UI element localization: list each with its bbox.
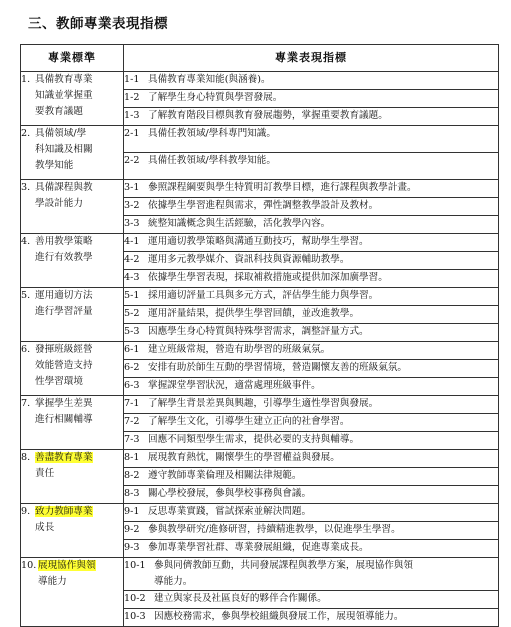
indicator-code: 4-1 — [124, 236, 140, 247]
indicator-text: 具備教育專業知能(與涵養)。 — [148, 74, 271, 85]
standard-number: 8. — [21, 452, 31, 463]
standard-line — [21, 574, 123, 590]
indicator-text: 採用適切評量工具與多元方式，評估學生能力與學習。 — [148, 290, 379, 301]
indicator-code: 8-2 — [124, 470, 140, 481]
standard-line — [21, 196, 123, 212]
indicator-cell — [124, 591, 499, 609]
indicator-cell — [124, 180, 499, 198]
indicator-line — [124, 216, 498, 232]
indicator-line — [124, 108, 498, 124]
indicator-line — [124, 558, 498, 574]
indicator-text: 具備任教領域/學科專門知識。 — [148, 128, 276, 139]
standard-line — [21, 126, 123, 142]
indicator-cell — [124, 414, 499, 432]
indicator-code: 2-2 — [124, 155, 140, 166]
standard-text: 教學知能 — [35, 160, 74, 171]
standard-line — [21, 88, 123, 104]
table-row — [21, 234, 499, 252]
indicator-code: 9-1 — [124, 506, 140, 517]
header-standard: 專業標準 — [21, 45, 124, 72]
standard-text: 致力教師專業 — [35, 506, 93, 517]
standard-text: 科知識及相關 — [35, 144, 93, 155]
standard-text: 進行相關輔導 — [35, 414, 93, 425]
indicator-code: 4-3 — [124, 272, 140, 283]
indicator-cell — [124, 108, 499, 126]
indicator-code: 3-1 — [124, 182, 140, 193]
indicator-text: 因應學生身心特質與特殊學習需求，調整評量方式。 — [148, 326, 369, 337]
standard-line — [21, 396, 123, 412]
indicator-text: 了解學生身心特質與學習發展。 — [148, 92, 283, 103]
table-header-row — [21, 45, 499, 72]
standard-line — [21, 180, 123, 196]
indicator-cell — [124, 306, 499, 324]
indicator-text: 建立與家長及社區良好的夥伴合作關係。 — [154, 593, 327, 604]
standard-cell — [21, 288, 124, 342]
table-row — [21, 396, 499, 414]
indicator-cell — [124, 396, 499, 414]
indicator-line — [124, 153, 498, 169]
standard-cell — [21, 234, 124, 288]
indicator-text: 反思專業實踐，嘗試探索並解決問題。 — [148, 506, 312, 517]
standard-number: 3. — [21, 182, 31, 193]
indicator-text: 了解教育階段目標與教育發展趨勢，掌握重要教育議題。 — [148, 110, 388, 121]
section-title: 三、教師專業表現指標 — [28, 16, 168, 32]
indicator-code: 2-1 — [124, 128, 140, 139]
indicator-code: 1-3 — [124, 110, 140, 121]
indicator-text: 參照課程綱要與學生特質明訂教學目標，進行課程與教學計畫。 — [148, 182, 417, 193]
standard-text: 具備教育專業 — [35, 74, 93, 85]
standard-cell — [21, 180, 124, 234]
indicator-cell — [124, 198, 499, 216]
standard-line — [21, 466, 123, 482]
indicator-line — [124, 450, 498, 466]
standard-number: 6. — [21, 344, 31, 355]
indicator-text: 統整知識概念與生活經驗，活化教學內容。 — [148, 218, 331, 229]
indicator-code: 8-1 — [124, 452, 140, 463]
indicator-code: 7-1 — [124, 398, 140, 409]
indicator-cell — [124, 486, 499, 504]
indicator-line — [124, 126, 498, 142]
indicator-code: 7-2 — [124, 416, 140, 427]
standard-number: 4. — [21, 236, 31, 247]
standard-line — [21, 158, 123, 174]
standard-line — [21, 342, 123, 358]
indicator-line — [124, 252, 498, 268]
indicator-code: 1-2 — [124, 92, 140, 103]
indicator-line — [124, 591, 498, 607]
indicator-line — [124, 234, 498, 250]
standard-text: 效能營造支持 — [35, 360, 93, 371]
indicator-cell — [124, 72, 499, 90]
standard-text: 具備領域/學 — [35, 128, 87, 139]
table-row — [21, 72, 499, 90]
standard-text: 善用教學策略 — [35, 236, 93, 247]
standard-line — [21, 520, 123, 536]
indicator-cell — [124, 468, 499, 486]
indicator-code: 5-1 — [124, 290, 140, 301]
indicator-line — [124, 90, 498, 106]
indicator-line — [124, 522, 498, 538]
standard-text: 責任 — [35, 468, 55, 479]
standard-text: 掌握學生差異 — [35, 398, 93, 409]
indicator-line — [124, 414, 498, 430]
indicator-text: 關心學校發展，參與學校事務與會議。 — [148, 488, 312, 499]
standard-number: 9. — [21, 506, 31, 517]
indicator-cell — [124, 504, 499, 522]
indicator-line — [124, 288, 498, 304]
standard-text: 發揮班級經營 — [35, 344, 93, 355]
indicator-text: 了解學生背景差異與興趣，引導學生適性學習與發展。 — [148, 398, 379, 409]
indicator-text: 回應不同類型學生需求，提供必要的支持與輔導。 — [148, 434, 360, 445]
indicator-text: 遵守教師專業倫理及相關法律規範。 — [148, 470, 302, 481]
indicator-text: 參加專業學習社群、專業發展組織，促進專業成長。 — [148, 542, 369, 553]
indicator-text: 參與同儕教師互動，共同發展課程與教學方案，展現協作與領 — [154, 560, 414, 571]
standard-text: 要教育議題 — [35, 106, 83, 117]
indicator-text: 依據學生學習進程與需求，彈性調整教學設計及教材。 — [148, 200, 379, 211]
indicator-text: 運用適切教學策略與溝通互動技巧，幫助學生學習。 — [148, 236, 369, 247]
standard-cell — [21, 72, 124, 126]
indicator-code: 10-1 — [124, 560, 146, 571]
indicator-line — [124, 396, 498, 412]
standard-number: 1. — [21, 74, 31, 85]
standard-text: 進行有效教學 — [35, 252, 93, 263]
indicator-text: 參與教學研究/進修研習，持續精進教學，以促進學生學習。 — [148, 524, 401, 535]
indicator-line — [124, 360, 498, 376]
standard-number: 5. — [21, 290, 31, 301]
indicator-cell — [124, 234, 499, 252]
standard-line — [21, 142, 123, 158]
indicator-code: 7-3 — [124, 434, 140, 445]
indicator-code: 9-3 — [124, 542, 140, 553]
table-body — [21, 72, 499, 627]
standard-line — [21, 358, 123, 374]
standard-text: 善盡教育專業 — [35, 452, 93, 463]
table-row — [21, 180, 499, 198]
table-row — [21, 558, 499, 591]
standard-line — [21, 234, 123, 250]
indicator-cell — [124, 432, 499, 450]
standard-text: 性學習環境 — [35, 376, 83, 387]
indicator-code: 5-2 — [124, 308, 140, 319]
standard-line — [21, 104, 123, 120]
standard-cell — [21, 342, 124, 396]
standard-line — [21, 412, 123, 428]
standard-cell — [21, 126, 124, 180]
indicator-code: 1-1 — [124, 74, 140, 85]
indicator-text: 因應校務需求，參與學校組織與發展工作，展現領導能力。 — [154, 611, 404, 622]
standard-text: 導能力 — [38, 576, 67, 587]
indicator-code: 5-3 — [124, 326, 140, 337]
indicator-line — [124, 540, 498, 556]
table-row — [21, 126, 499, 153]
standard-number: 7. — [21, 398, 31, 409]
indicator-cell — [124, 324, 499, 342]
indicator-line — [124, 342, 498, 358]
header-indicators: 專業表現指標 — [124, 45, 499, 72]
indicator-line — [124, 270, 498, 286]
indicator-cell — [124, 126, 499, 153]
standard-number: 10. — [21, 560, 37, 571]
standard-cell — [21, 450, 124, 504]
standard-line — [21, 558, 123, 574]
standard-line — [21, 250, 123, 266]
indicator-code: 10-2 — [124, 593, 146, 604]
indicator-line — [124, 468, 498, 484]
indicator-text: 展現教育熱忱，關懷學生的學習權益與發展。 — [148, 452, 340, 463]
standard-text: 成長 — [35, 522, 55, 533]
indicator-line — [124, 609, 498, 625]
indicator-cell — [124, 270, 499, 288]
table-row — [21, 288, 499, 306]
indicator-code: 4-2 — [124, 254, 140, 265]
standard-cell — [21, 504, 124, 558]
standard-line — [21, 450, 123, 466]
indicator-cell — [124, 216, 499, 234]
indicator-cell — [124, 558, 499, 591]
table-row — [21, 342, 499, 360]
table-row — [21, 450, 499, 468]
professional-indicators-table — [20, 44, 499, 627]
indicator-text: 了解學生文化，引導學生建立正向的社會學習。 — [148, 416, 350, 427]
standard-text: 運用適切方法 — [35, 290, 93, 301]
standard-text: 知識並掌握重 — [35, 90, 93, 101]
indicator-code: 3-2 — [124, 200, 140, 211]
indicator-cell — [124, 288, 499, 306]
indicator-text: 運用評量結果，提供學生學習回饋，並改進教學。 — [148, 308, 360, 319]
indicator-line — [124, 504, 498, 520]
standard-text: 學設計能力 — [35, 198, 83, 209]
standard-line — [21, 304, 123, 320]
table-row — [21, 504, 499, 522]
standard-text: 具備課程與教 — [35, 182, 93, 193]
indicator-code: 6-2 — [124, 362, 140, 373]
standard-line — [21, 72, 123, 88]
indicator-text: 建立班級常規，營造有助學習的班級氣氛。 — [148, 344, 331, 355]
indicator-line — [124, 72, 498, 88]
indicator-cell — [124, 252, 499, 270]
indicator-text: 依據學生學習表現，採取補救措施或提供加深加廣學習。 — [148, 272, 388, 283]
indicator-text: 掌握課堂學習狀況，適當處理班級事件。 — [148, 380, 321, 391]
indicator-code: 8-3 — [124, 488, 140, 499]
indicator-text: 具備任教領域/學科教學知能。 — [148, 155, 276, 166]
indicator-code: 6-1 — [124, 344, 140, 355]
standard-line — [21, 504, 123, 520]
indicator-line — [124, 306, 498, 322]
indicator-code: 9-2 — [124, 524, 140, 535]
indicator-cell — [124, 360, 499, 378]
indicator-code: 10-3 — [124, 611, 146, 622]
standard-cell — [21, 396, 124, 450]
indicator-line — [124, 180, 498, 196]
standard-text: 進行學習評量 — [35, 306, 93, 317]
indicator-cell — [124, 342, 499, 360]
indicator-cell — [124, 609, 499, 627]
standard-text: 展現協作與領 — [38, 560, 96, 571]
indicator-cell — [124, 90, 499, 108]
indicator-line — [124, 324, 498, 340]
standard-line — [21, 288, 123, 304]
indicator-line — [124, 378, 498, 394]
indicator-cell — [124, 540, 499, 558]
standard-number: 2. — [21, 128, 31, 139]
indicator-cell — [124, 153, 499, 180]
indicator-line — [124, 432, 498, 448]
indicator-text: 運用多元教學媒介、資訊科技與資源輔助教學。 — [148, 254, 350, 265]
indicator-text-continued: 導能力。 — [154, 576, 193, 587]
indicator-text: 安排有助於師生互動的學習情境，營造關懷友善的班級氣氛。 — [148, 362, 408, 373]
standard-line — [21, 374, 123, 390]
indicator-line — [124, 198, 498, 214]
indicator-code: 6-3 — [124, 380, 140, 391]
standard-cell — [21, 558, 124, 627]
indicator-cell — [124, 522, 499, 540]
indicator-cell — [124, 378, 499, 396]
indicator-cell — [124, 450, 499, 468]
indicator-code: 3-3 — [124, 218, 140, 229]
indicator-line — [124, 486, 498, 502]
